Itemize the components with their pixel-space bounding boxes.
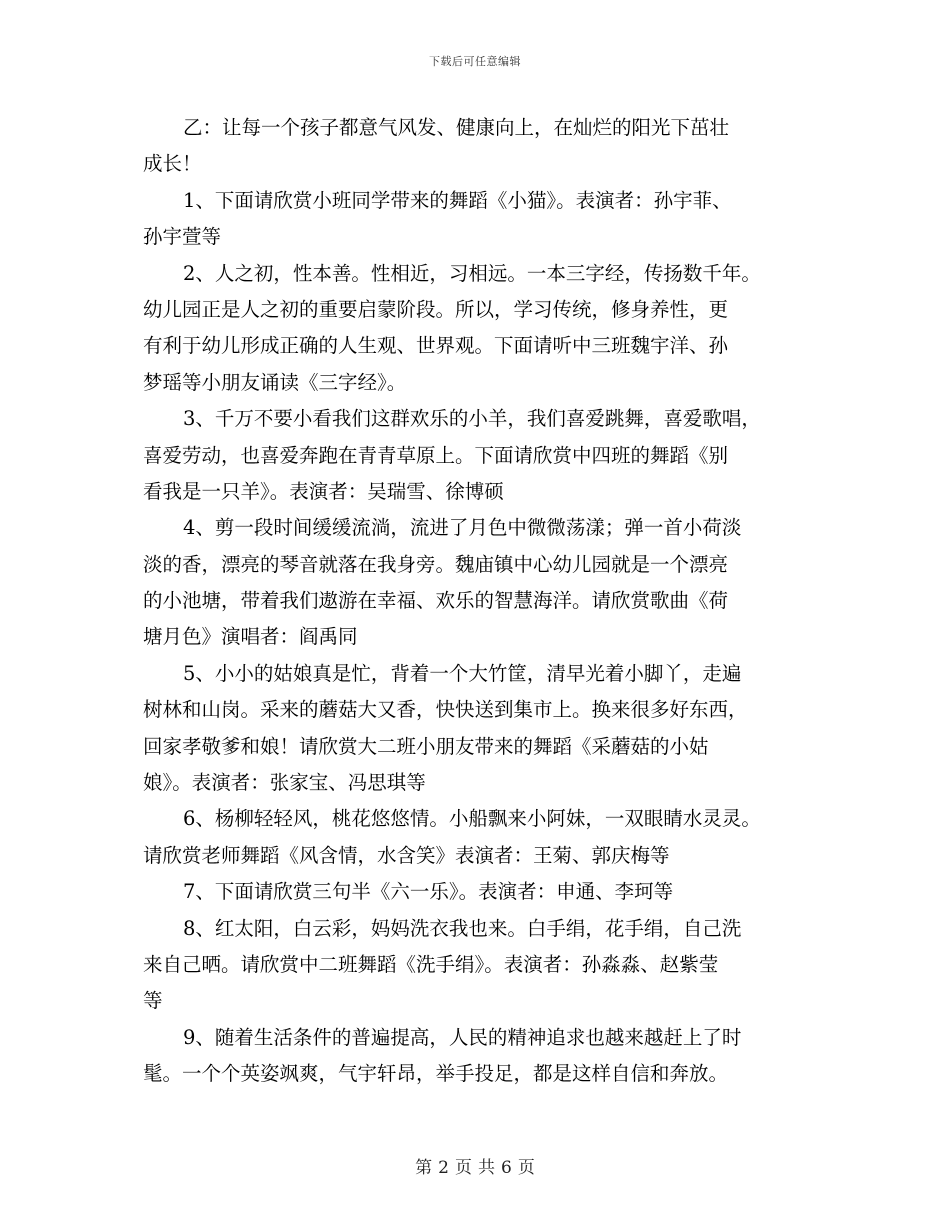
current-page-number: 2 bbox=[438, 1158, 449, 1178]
text-line: 娘》。表演者：张家宝、冯思琪等 bbox=[143, 771, 426, 795]
text-line: 7、下面请欣赏三句半《六一乐》。表演者：申通、李珂等 bbox=[183, 880, 674, 904]
text-line: 等 bbox=[143, 989, 163, 1013]
page-header: 下载后可任意编辑 bbox=[429, 55, 521, 68]
text-line: 请欣赏老师舞蹈《风含情，水含笑》表演者：王菊、郭庆梅等 bbox=[143, 843, 670, 867]
footer-prefix: 第 bbox=[415, 1158, 433, 1178]
footer-total-word: 共 bbox=[478, 1158, 495, 1178]
text-line: 回家孝敬爹和娘！请欣赏大二班小朋友带来的舞蹈《采蘑菇的小姑 bbox=[143, 734, 709, 758]
text-line: 成长！ bbox=[143, 152, 202, 176]
text-line: 5、小小的姑娘真是忙，背着一个大竹筐，清早光着小脚丫，走遍 bbox=[183, 661, 742, 685]
footer-page-word: 页 bbox=[455, 1158, 472, 1178]
footer-suffix: 页 bbox=[517, 1158, 535, 1178]
text-line: 2、人之初，性本善。性相近，习相远。一本三字经，传扬数千年。 bbox=[183, 261, 761, 285]
text-line: 1、下面请欣赏小班同学带来的舞蹈《小猫》。表演者：孙宇菲、 bbox=[183, 188, 732, 212]
text-line: 树林和山岗。采来的蘑菇大又香，快快送到集市上。换来很多好东西， bbox=[143, 698, 748, 722]
text-line: 8、红太阳，白云彩，妈妈洗衣我也来。白手绢，花手绢，自己洗 bbox=[183, 916, 742, 940]
text-line: 有利于幼儿形成正确的人生观、世界观。下面请听中三班魏宇洋、孙 bbox=[143, 334, 729, 358]
total-pages-number: 6 bbox=[501, 1158, 512, 1178]
text-line: 4、剪一段时间缓缓流淌，流进了月色中微微荡漾；弹一首小荷淡 bbox=[183, 516, 742, 540]
text-line: 3、千万不要小看我们这群欢乐的小羊，我们喜爱跳舞，喜爱歌唱， bbox=[183, 407, 761, 431]
page-footer bbox=[0, 1153, 950, 1178]
text-line: 来自己晒。请欣赏中二班舞蹈《洗手绢》。表演者：孙淼淼、赵紫莹 bbox=[143, 952, 719, 976]
text-line: 幼儿园正是人之初的重要启蒙阶段。所以，学习传统，修身养性，更 bbox=[143, 297, 729, 321]
text-line: 看我是一只羊》。表演者：吴瑞雪、徐博硕 bbox=[143, 479, 504, 503]
text-line: 9、随着生活条件的普遍提高，人民的精神追求也越来越赶上了时 bbox=[183, 1025, 742, 1049]
text-line: 乙：让每一个孩子都意气风发、健康向上，在灿烂的阳光下茁壮 bbox=[183, 116, 730, 139]
text-line: 孙宇萱等 bbox=[143, 225, 222, 249]
text-line: 塘月色》演唱者：阎禹同 bbox=[143, 625, 358, 649]
text-line: 髦。一个个英姿飒爽，气宇轩昂，举手投足，都是这样自信和奔放。 bbox=[143, 1062, 729, 1086]
text-line: 6、杨柳轻轻风，桃花悠悠情。小船飘来小阿妹，一双眼睛水灵灵。 bbox=[183, 807, 761, 831]
text-line: 的小池塘，带着我们遨游在幸福、欢乐的智慧海洋。请欣赏歌曲《荷 bbox=[143, 589, 729, 613]
text-line: 淡的香，漂亮的琴音就落在我身旁。魏庙镇中心幼儿园就是一个漂亮 bbox=[143, 552, 729, 576]
text-line: 梦瑶等小朋友诵读《三字经》。 bbox=[143, 370, 407, 394]
document-body bbox=[143, 110, 833, 1093]
text-line: 喜爱劳动，也喜爱奔跑在青青草原上。下面请欣赏中四班的舞蹈《别 bbox=[143, 443, 729, 467]
